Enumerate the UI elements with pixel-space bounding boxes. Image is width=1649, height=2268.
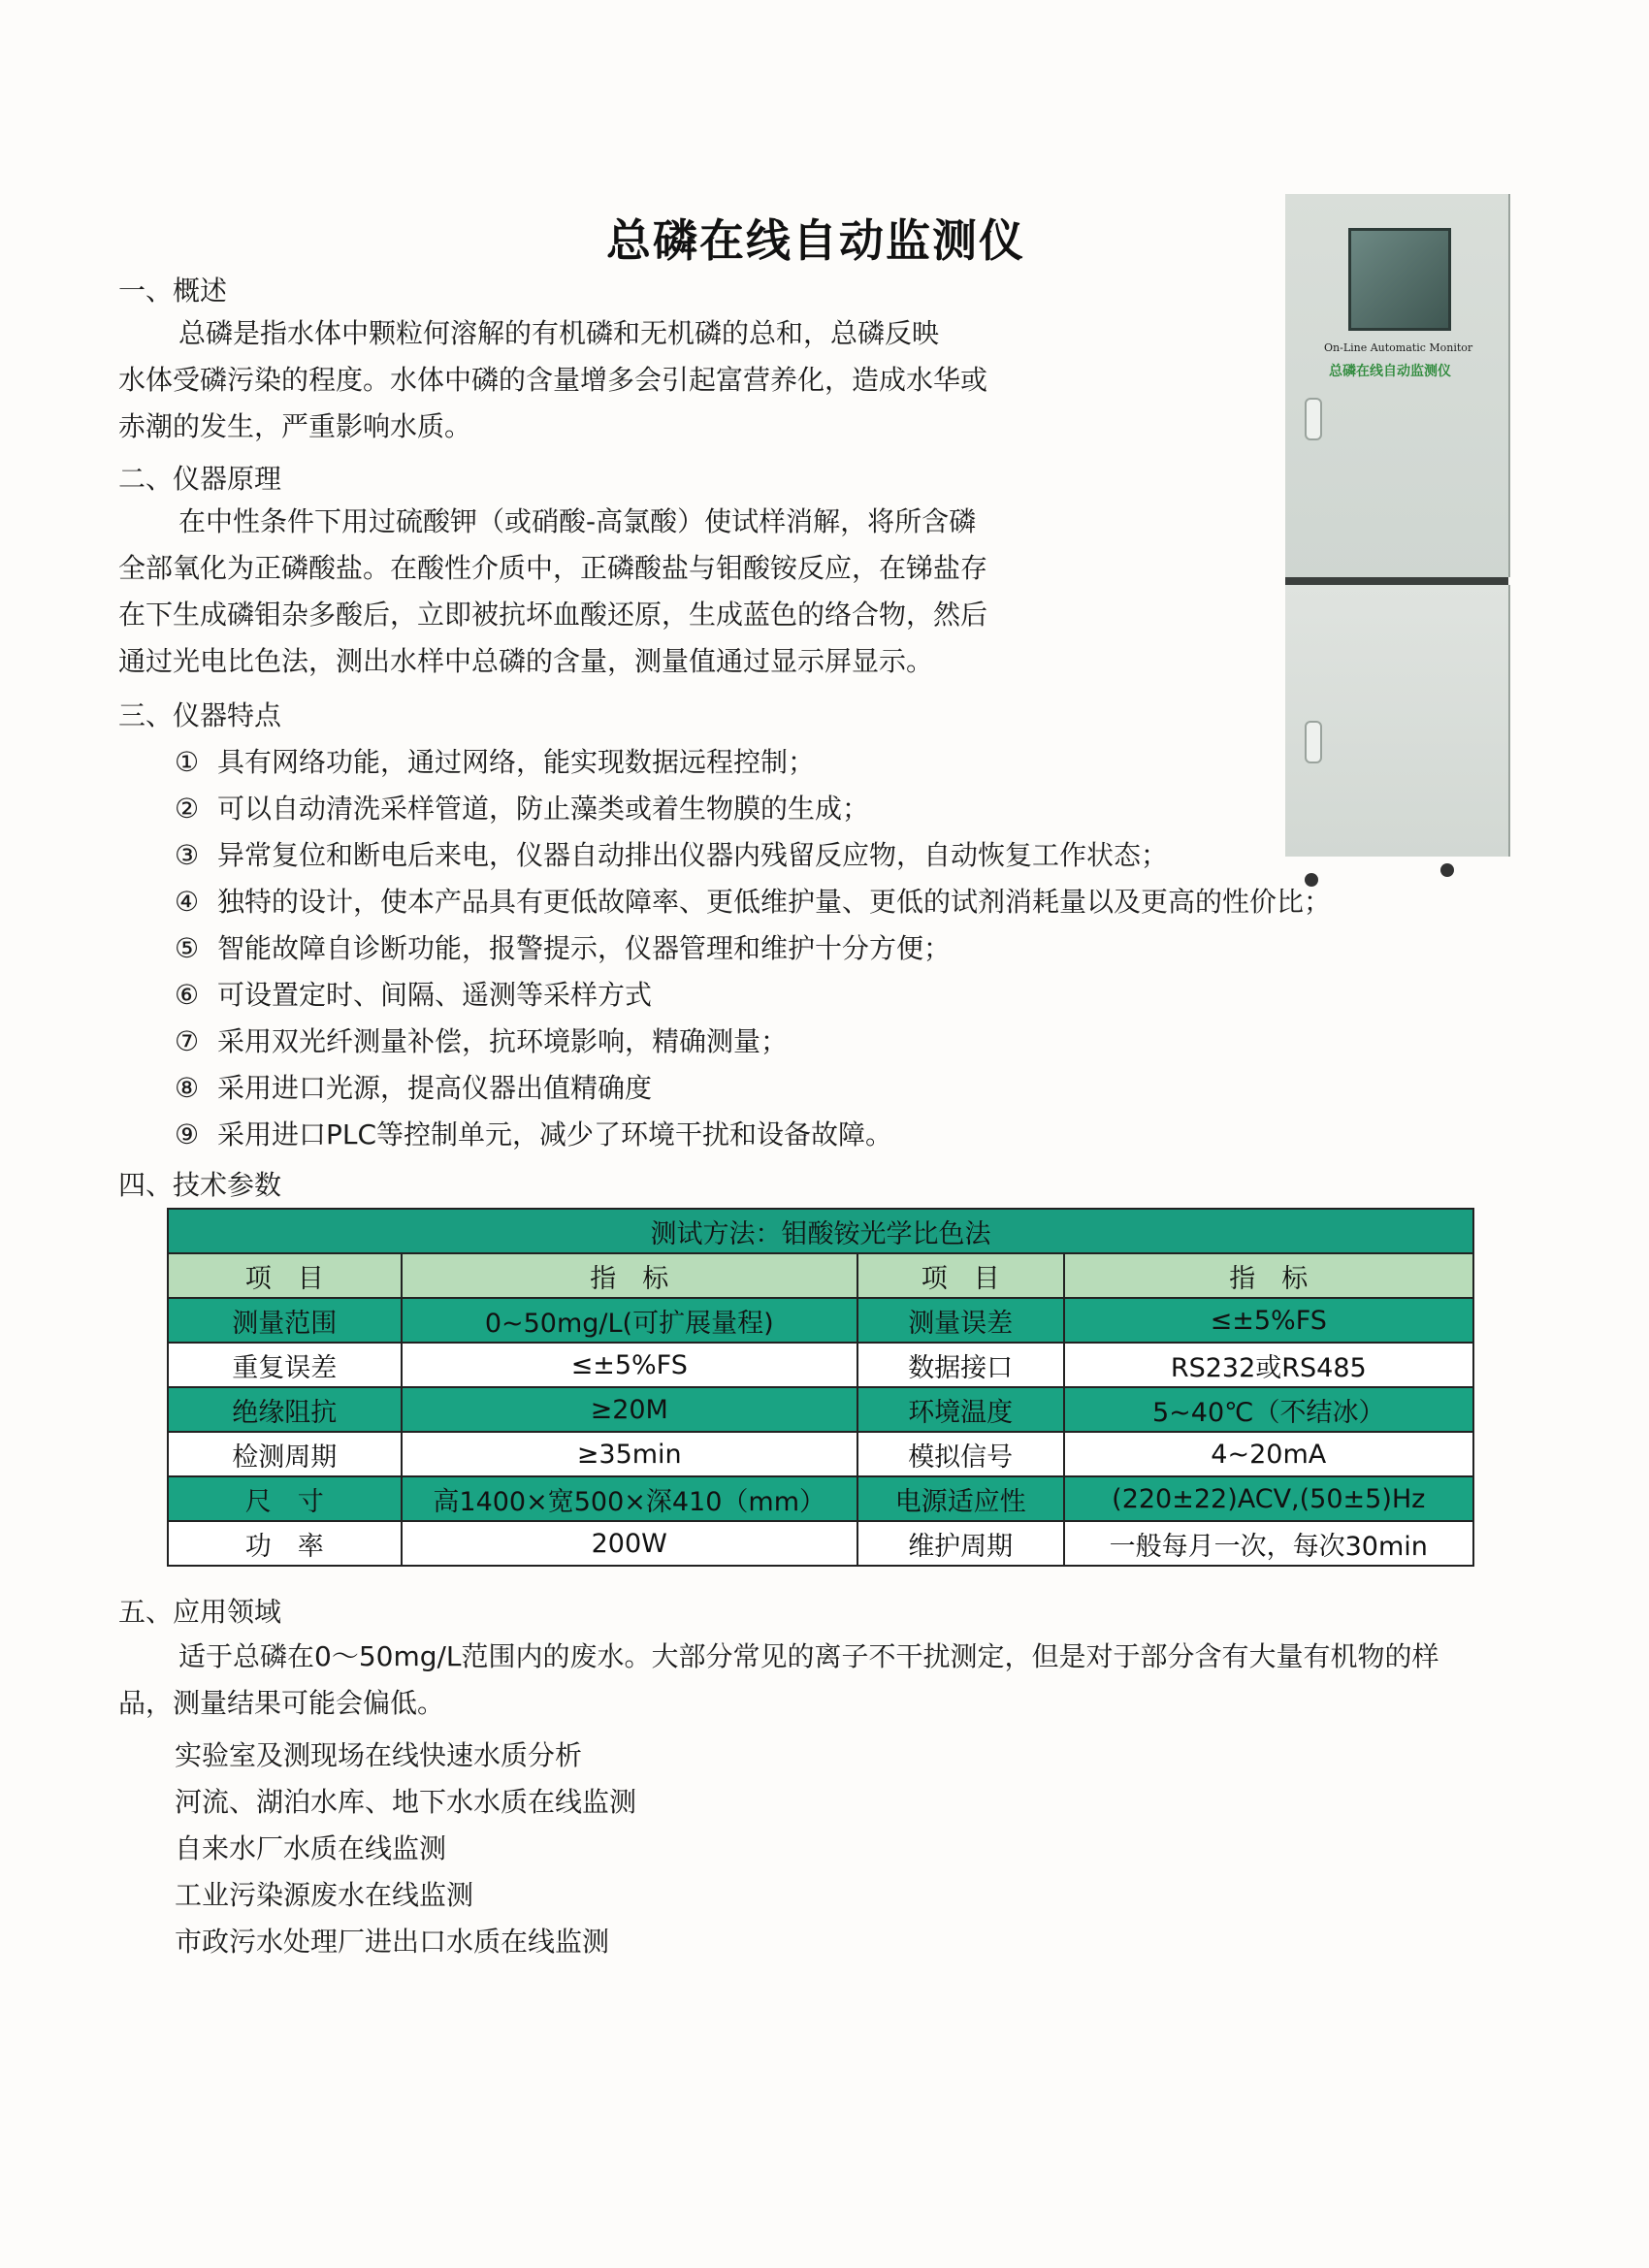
table-row (168, 1298, 1473, 1343)
table-cell: 电源适应性 (857, 1476, 1064, 1521)
table-cell: 一般每月一次，每次30min (1064, 1521, 1474, 1566)
section-heading-principle: 二、仪器原理 (118, 463, 282, 495)
section-heading-features: 三、仪器特点 (118, 699, 282, 731)
table-cell: 测量范围 (168, 1298, 402, 1343)
cabinet-divider (1285, 577, 1508, 585)
col-header: 指 标 (1064, 1253, 1474, 1298)
feature-item: ⑨ 采用进口PLC等控制单元，减少了环境干扰和设备故障。 (175, 1118, 893, 1150)
feature-item: ⑧ 采用进口光源，提高仪器出值精确度 (175, 1072, 653, 1104)
table-title-row (168, 1209, 1473, 1253)
overview-line-2: 水体受磷污染的程度。水体中磷的含量增多会引起富营养化，造成水华或 (118, 364, 988, 396)
table-cell: ≤±5%FS (402, 1343, 857, 1387)
product-label-cn: 总磷在线自动监测仪 (1329, 364, 1451, 379)
table-cell: 4~20mA (1064, 1432, 1474, 1476)
feature-item: ① 具有网络功能，通过网络，能实现数据远程控制； (175, 746, 816, 778)
table-cell: 尺 寸 (168, 1476, 402, 1521)
applications-intro-2: 品，测量结果可能会偏低。 (118, 1687, 445, 1719)
table-cell: (220±22)ACV,(50±5)Hz (1064, 1476, 1474, 1521)
display-screen (1348, 228, 1451, 331)
table-cell: ≤±5%FS (1064, 1298, 1474, 1343)
product-image (1208, 194, 1528, 892)
section-heading-overview: 一、概述 (118, 275, 228, 307)
feature-item: ⑤ 智能故障自诊断功能，报警提示，仪器管理和维护十分方便； (175, 932, 952, 964)
feature-item: ⑦ 采用双光纤测量补偿，抗环境影响，精确测量； (175, 1025, 789, 1057)
table-row (168, 1343, 1473, 1387)
principle-line-2: 全部氧化为正磷酸盐。在酸性介质中，正磷酸盐与钼酸铵反应，在锑盐存 (118, 552, 988, 584)
application-item: 自来水厂水质在线监测 (175, 1832, 447, 1864)
section-heading-specs: 四、技术参数 (118, 1169, 282, 1201)
feature-item: ② 可以自动清洗采样管道，防止藻类或着生物膜的生成； (175, 793, 870, 825)
table-row (168, 1387, 1473, 1432)
col-header: 指 标 (402, 1253, 857, 1298)
door-handle-icon (1305, 721, 1322, 763)
table-cell: 数据接口 (857, 1343, 1064, 1387)
page-title: 总磷在线自动监测仪 (606, 214, 1025, 267)
application-item: 实验室及测现场在线快速水质分析 (175, 1739, 583, 1771)
table-cell: 5~40℃（不结冰） (1064, 1387, 1474, 1432)
table-cell: 绝缘阻抗 (168, 1387, 402, 1432)
table-header-row (168, 1253, 1473, 1298)
table-row (168, 1521, 1473, 1566)
table-cell: 测量误差 (857, 1298, 1064, 1343)
product-label-en: On-Line Automatic Monitor (1324, 341, 1473, 354)
application-item: 河流、湖泊水库、地下水水质在线监测 (175, 1786, 637, 1818)
table-cell: 高1400×宽500×深410（mm） (402, 1476, 857, 1521)
cabinet-lower (1285, 585, 1510, 857)
col-header: 项 目 (857, 1253, 1064, 1298)
principle-line-4: 通过光电比色法，测出水样中总磷的含量，测量值通过显示屏显示。 (118, 645, 934, 677)
table-cell: 模拟信号 (857, 1432, 1064, 1476)
table-row (168, 1432, 1473, 1476)
test-method: 测试方法：钼酸铵光学比色法 (168, 1209, 1473, 1253)
applications-intro-1: 适于总磷在0～50mg/L范围内的废水。大部分常见的离子不干扰测定，但是对于部分含有大量有机物的样 (178, 1640, 1439, 1672)
table-cell: ≥35min (402, 1432, 857, 1476)
table-cell: 检测周期 (168, 1432, 402, 1476)
wheel-icon (1440, 863, 1454, 877)
feature-item: ③ 异常复位和断电后来电，仪器自动排出仪器内残留反应物，自动恢复工作状态； (175, 839, 1169, 871)
feature-item: ⑥ 可设置定时、间隔、遥测等采样方式 (175, 979, 653, 1011)
feature-item: ④ 独特的设计，使本产品具有更低故障率、更低维护量、更低的试剂消耗量以及更高的性价比； (175, 886, 1332, 918)
table-cell: 环境温度 (857, 1387, 1064, 1432)
principle-line-3: 在下生成磷钼杂多酸后，立即被抗坏血酸还原，生成蓝色的络合物，然后 (118, 599, 988, 631)
application-item: 工业污染源废水在线监测 (175, 1879, 474, 1911)
table-row (168, 1476, 1473, 1521)
spec-table (167, 1208, 1474, 1567)
table-cell: 功 率 (168, 1521, 402, 1566)
principle-line-1: 在中性条件下用过硫酸钾（或硝酸-高氯酸）使试样消解，将所含磷 (178, 505, 977, 537)
overview-line-3: 赤潮的发生，严重影响水质。 (118, 410, 472, 442)
table-cell: 200W (402, 1521, 857, 1566)
col-header: 项 目 (168, 1253, 402, 1298)
cabinet-upper (1285, 194, 1510, 577)
table-cell: RS232或RS485 (1064, 1343, 1474, 1387)
door-handle-icon (1305, 398, 1322, 440)
overview-line-1: 总磷是指水体中颗粒何溶解的有机磷和无机磷的总和，总磷反映 (178, 317, 940, 349)
table-cell: 0~50mg/L(可扩展量程) (402, 1298, 857, 1343)
section-heading-applications: 五、应用领域 (118, 1596, 282, 1628)
application-item: 市政污水处理厂进出口水质在线监测 (175, 1926, 610, 1958)
table-cell: ≥20M (402, 1387, 857, 1432)
table-cell: 维护周期 (857, 1521, 1064, 1566)
table-cell: 重复误差 (168, 1343, 402, 1387)
